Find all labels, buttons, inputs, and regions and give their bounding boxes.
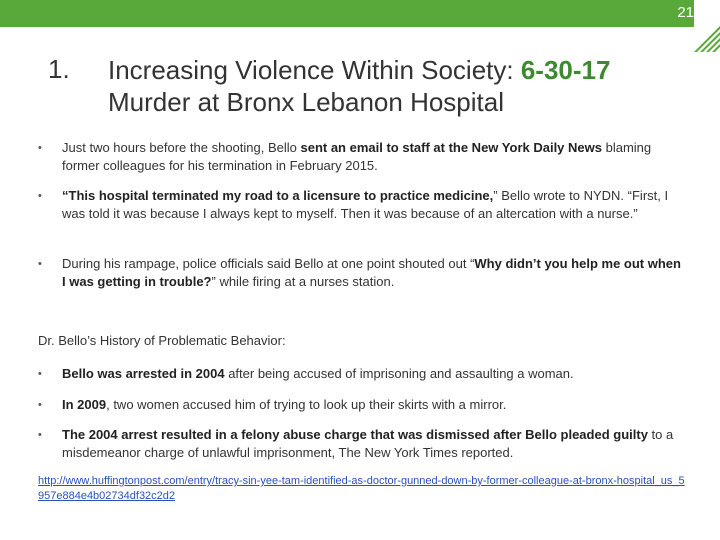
bullet-text	[62, 396, 687, 414]
text-run: ” Bello wrote to NYDN. “First, I was told it was because I always kept to myself. Then it was because of an altercation with a nurse.”	[62, 188, 669, 221]
header-bar	[0, 0, 694, 27]
bullet-dot: •	[38, 190, 42, 202]
text-run: blaming former colleagues for his termination in February 2015.	[62, 140, 652, 173]
bold-text: Bello was arrested in 2004	[62, 366, 225, 381]
bullet-text	[62, 187, 687, 223]
bullet-dot: •	[38, 368, 42, 380]
bold-text: The 2004 arrest resulted in a felony abuse charge that was dismissed after Bello pleaded guilty	[62, 427, 648, 442]
bullet-text	[62, 255, 687, 291]
text-run: ” while firing at a nurses station.	[211, 274, 395, 289]
text-run: to a misdemeanor charge of unlawful imprisonment, The New York Times reported.	[62, 427, 674, 460]
bold-text: Why didn’t you help me out when I was getting in trouble?	[62, 256, 681, 289]
bullet-dot: •	[38, 429, 42, 441]
text-run: During his rampage, police officials said Bello at one point shouted out “	[62, 256, 475, 271]
title-number: 1.	[48, 54, 70, 84]
bullet-text	[62, 426, 687, 462]
bold-text: “This hospital terminated my road to a licensure to practice medicine,	[62, 188, 494, 203]
title-line1-prefix: Increasing Violence Within Society:	[108, 55, 521, 85]
bullet-dot: •	[38, 399, 42, 411]
bullet-dot: •	[38, 258, 42, 270]
corner-decoration	[694, 0, 720, 52]
slide-number: 21	[677, 4, 694, 21]
bold-text: In 2009	[62, 397, 107, 412]
text-run: Just two hours before the shooting, Bello	[62, 140, 301, 155]
bold-text: sent an email to staff at the New York Daily News	[300, 140, 602, 155]
text-run: , two women accused him of trying to look up their skirts with a mirror.	[106, 397, 507, 412]
title-line2: Murder at Bronx Lebanon Hospital	[108, 87, 505, 117]
section-heading: Dr. Bello’s History of Problematic Behavior:	[38, 333, 286, 348]
bullet-text	[62, 139, 687, 175]
bullet-dot: •	[38, 142, 42, 154]
title-date-highlight: 6-30-17	[520, 55, 611, 85]
text-run: after being accused of imprisoning and assaulting a woman.	[224, 366, 574, 381]
source-link[interactable]: http://www.huffingtonpost.com/entry/tracy-sin-yee-tam-identified-as-doctor-gunned-down-by-former-colleague-at-bronx-hospital_us_5957e884e4b02734df32c2d2	[38, 475, 685, 502]
bullet-text	[62, 365, 687, 383]
slide-title	[108, 54, 698, 118]
